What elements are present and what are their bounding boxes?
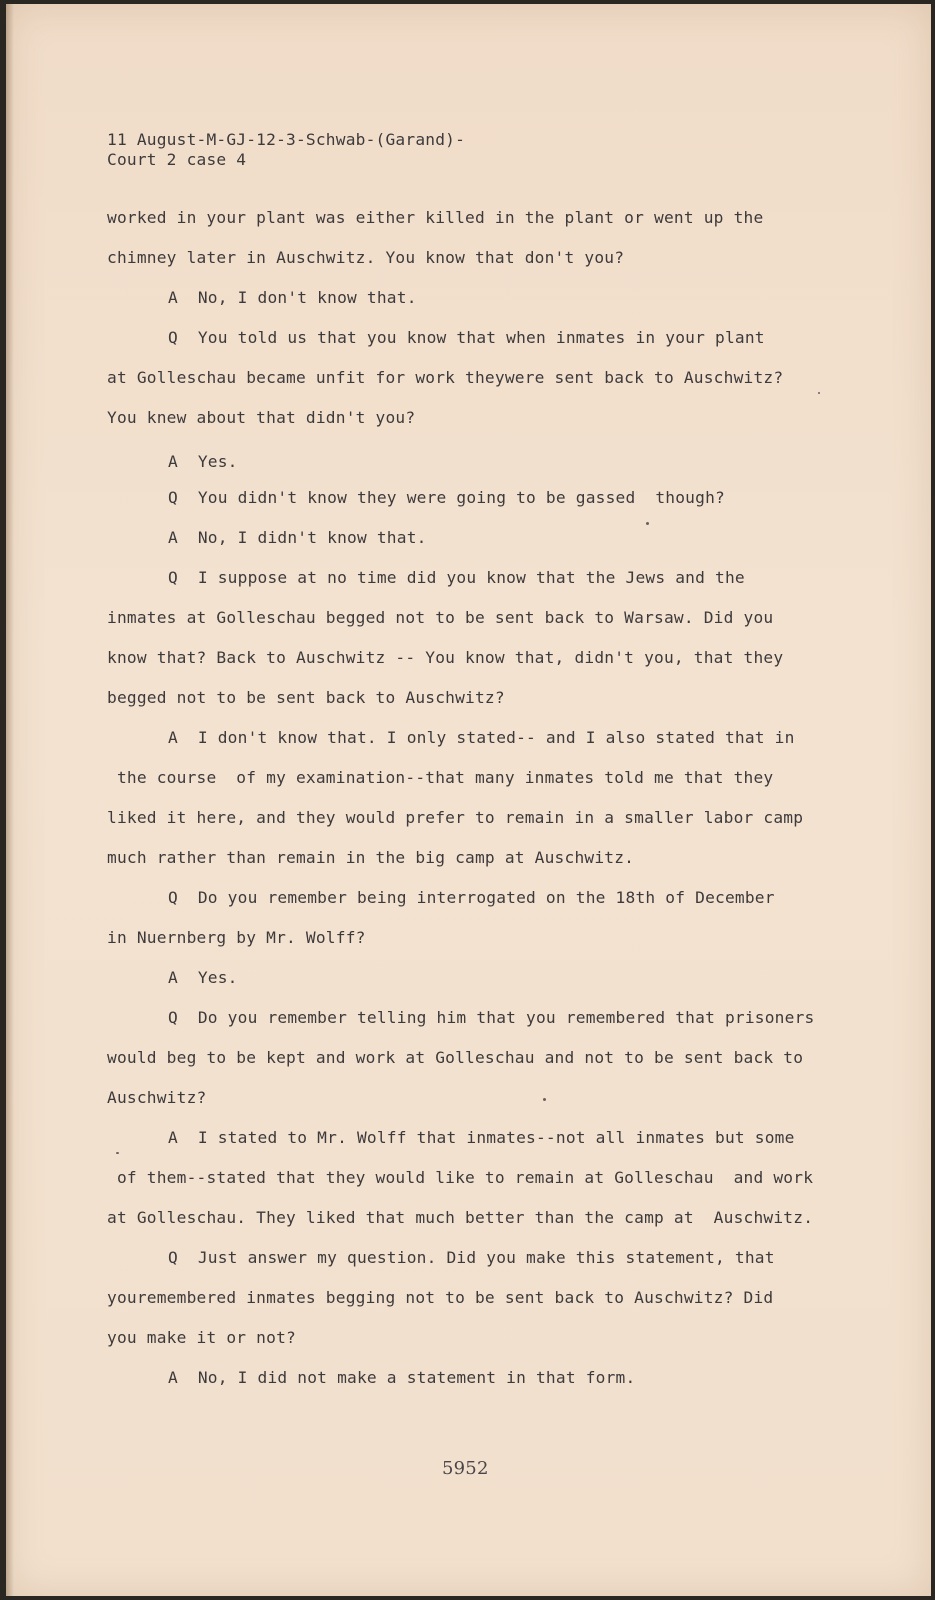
paper-speck	[543, 1098, 546, 1101]
transcript-line: of them--stated that they would like to remain at Golleschau and work	[107, 1168, 814, 1187]
answer-line: A I don't know that. I only stated-- and I also stated that in	[168, 728, 795, 747]
answer-line: A Yes.	[168, 452, 238, 471]
transcript-line: worked in your plant was either killed in the plant or went up the	[107, 208, 764, 227]
header-line-2: Court 2 case 4	[107, 150, 247, 169]
transcript-line: much rather than remain in the big camp at Auschwitz.	[107, 848, 635, 867]
paper-speck	[116, 1152, 119, 1154]
question-line: Q Do you remember being interrogated on the 18th of December	[168, 888, 775, 907]
transcript-line: know that? Back to Auschwitz -- You know that, didn't you, that they	[107, 648, 784, 667]
transcript-line: would beg to be kept and work at Golleschau and not to be sent back to	[107, 1048, 804, 1067]
answer-line: A No, I don't know that.	[168, 288, 417, 307]
answer-line: A No, I did not make a statement in that form.	[168, 1368, 636, 1387]
transcript-line: the course of my examination--that many inmates told me that they	[107, 768, 774, 787]
question-line: Q Do you remember telling him that you remembered that prisoners	[168, 1008, 815, 1027]
answer-line: A Yes.	[168, 968, 238, 987]
transcript-line: Auschwitz?	[107, 1088, 207, 1107]
transcript-line: inmates at Golleschau begged not to be sent back to Warsaw. Did you	[107, 608, 774, 627]
paper-speck	[818, 392, 820, 394]
transcript-line: chimney later in Auschwitz. You know that don't you?	[107, 248, 625, 267]
question-line: Q You didn't know they were going to be gassed though?	[168, 488, 725, 507]
question-line: Q I suppose at no time did you know that the Jews and the	[168, 568, 745, 587]
paper-speck	[646, 522, 649, 525]
transcript-line: begged not to be sent back to Auschwitz?	[107, 688, 505, 707]
transcript-line: in Nuernberg by Mr. Wolff?	[107, 928, 366, 947]
transcript-line: You knew about that didn't you?	[107, 408, 416, 427]
page-edge-shadow	[6, 4, 14, 1596]
question-line: Q Just answer my question. Did you make this statement, that	[168, 1248, 775, 1267]
question-line: Q You told us that you know that when inmates in your plant	[168, 328, 765, 347]
document-page	[6, 4, 931, 1596]
transcript-line: youremembered inmates begging not to be sent back to Auschwitz? Did	[107, 1288, 774, 1307]
answer-line: A I stated to Mr. Wolff that inmates--not all inmates but some	[168, 1128, 795, 1147]
header-line-1: 11 August-M-GJ-12-3-Schwab-(Garand)-	[107, 130, 466, 149]
transcript-line: at Golleschau. They liked that much better than the camp at Auschwitz.	[107, 1208, 814, 1227]
answer-line: A No, I didn't know that.	[168, 528, 427, 547]
transcript-line: at Golleschau became unfit for work theywere sent back to Auschwitz?	[107, 368, 784, 387]
transcript-line: you make it or not?	[107, 1328, 296, 1347]
page-number: 5952	[442, 1458, 489, 1479]
transcript-line: liked it here, and they would prefer to remain in a smaller labor camp	[107, 808, 804, 827]
